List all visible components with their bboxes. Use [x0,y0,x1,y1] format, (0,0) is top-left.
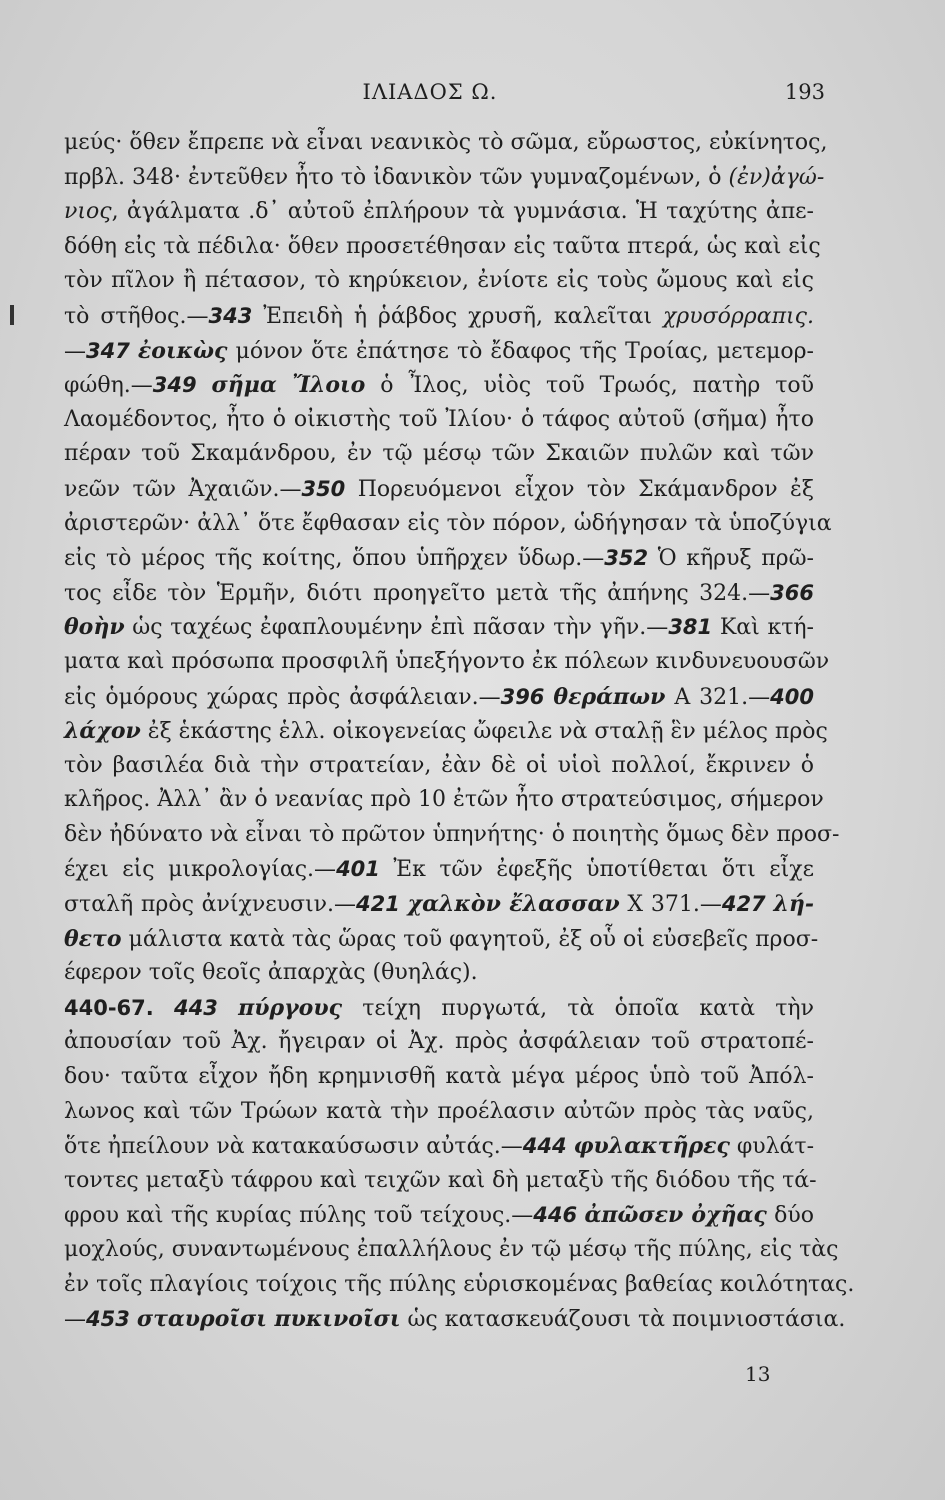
verse-reference: 400 [770,684,815,709]
italic-term: νιος [64,199,112,225]
text-line [64,1268,855,1303]
text-line [64,1198,814,1233]
text-run: δύο [766,1203,814,1229]
text-run: ἀριστερῶν· ἀλλ᾽ ὅτε ἔφθασαν εἰς τὸν πόρον, ὡδήγησαν τὰ ὑποζύγια [64,510,832,536]
lemma: ἀπῶσεν ὀχῆας [584,1202,767,1229]
text-line [64,1129,814,1164]
verse-reference: 443 [174,995,218,1020]
text-run: εἰς ὁμόρους χώρας πρὸς ἀσφάλειαν.— [64,684,501,710]
text-run: ἀπουσίαν τοῦ Ἀχ. ἤγειραν οἱ Ἀχ. πρὸς ἀσφάλειαν τοῦ στρατοπέ- [64,1029,814,1055]
verse-reference: 343 [208,303,253,328]
text-run: νεῶν τῶν Ἀχαιῶν.— [64,476,302,502]
text-run: μοχλούς, συναντωμένους ἐπαλλήλους ἐν τῷ μέσῳ τῆς πύλης, εἰς τὰς [64,1237,839,1262]
commentary-body [64,126,855,1337]
text-run: , ἀγάλματα .δ᾽ αὐτοῦ ἐπλήρουν τὰ γυμνάσια. Ἡ ταχύτης ἀπε- [111,199,814,225]
text-line [64,610,814,645]
text-run: ὡς ταχέως ἐφαπλουμένην ἐπὶ πᾶσαν τὴν γῆν.— [124,615,669,641]
text-line [64,783,824,818]
text-run [130,339,138,364]
text-run: Χ 371.— [619,892,722,918]
verse-reference: 427 [721,892,766,917]
text-line [64,126,828,161]
text-run: φώθη.— [64,373,153,399]
text-run: λωνος καὶ τῶν Τρώων κατὰ τὴν προέλασιν αὐτῶν πρὸς τὰς ναῦς, [64,1098,814,1124]
text-run: μεύς· ὅθεν ἔπρεπε νὰ εἶναι νεανικὸς τὸ σῶμα, εὔρωστος, εὐκίνητος, [64,130,828,155]
text-line [64,956,814,991]
text-run: Καὶ κτή- [712,615,814,641]
text-run [154,996,174,1021]
text-line [64,714,828,749]
text-run: τοντες μεταξὺ τάφρου καὶ τειχῶν καὶ δὴ μεταξὺ τῆς διόδου τῆς τά- [64,1167,817,1193]
text-run [130,1307,137,1332]
text-line [64,576,814,611]
verse-reference: 396 [500,684,545,709]
text-run: δόθη εἰς τὰ πέδιλα· ὅθεν προσετέθησαν εἰς ταῦτα πτερά, ὡς καὶ εἰς [64,233,821,259]
italic-term: χρυσόρραπις. [662,303,814,329]
text-run: Α 321.— [665,684,771,710]
verse-reference: 366 [770,580,814,605]
text-line [64,1233,839,1268]
italic-term: (ἐν)ἀγώ- [728,164,825,190]
text-run: Ἐκ τῶν ἐφεξῆς ὑποτίθεται ὅτι εἶχε [379,857,814,883]
text-line [64,922,819,957]
text-line [64,437,814,472]
text-run: ἐξ ἑκάστης ἑλλ. οἰκογενείας ὤφειλε νὰ σταλῇ ἓν μέλος πρὸς [140,719,828,745]
text-run: τος εἶδε τὸν Ἑρμῆν, διότι προηγεῖτο μετὰ τῆς ἀπήνης 324.— [64,580,771,606]
text-run: πέραν τοῦ Σκαμάνδρου, ἐν τῷ μέσῳ τῶν Σκαιῶν πυλῶν καὶ τῶν [64,441,814,467]
text-line [64,680,814,715]
verse-reference: 446 [533,1203,578,1228]
text-run: έφερον τοῖς θεοῖς ἀπαρχὰς (θυηλάς). [64,960,478,986]
lemma: θετο [64,925,122,952]
text-run [567,1134,574,1159]
text-run: ματα καὶ πρόσωπα προσφιλῆ ὑπεξήγοντο ἐκ πόλεων κινδυνευουσῶν [64,648,830,674]
text-line [64,645,830,680]
running-head [0,80,945,110]
text-run: μάλιστα κατὰ τὰς ὥρας τοῦ φαγητοῦ, ἐξ οὗ οἱ εὐσεβεῖς προσ- [121,926,819,952]
text-line [64,1302,846,1337]
text-line [64,1095,814,1130]
verse-reference: 381 [668,615,713,640]
margin-mark [10,305,14,325]
lemma: φυλακτῆρες [573,1133,730,1160]
text-run: δὲν ἠδύνατο νὰ εἶναι τὸ πρῶτον ὑπηνήτης· ὁ ποιητὴς ὅμως δὲν προσ- [64,821,840,847]
text-line [64,991,814,1026]
text-line [64,541,814,576]
text-run: Λαομέδοντος, ἦτο ὁ οἰκιστὴς τοῦ Ἰλίου· ὁ τάφος αὐτοῦ (σῆμα) ἦτο [64,406,814,432]
text-run: κλῆρος. Ἀλλ᾽ ἂν ὁ νεανίας πρὸ 10 ἐτῶν ἦτο στρατεύσιμος, σήμερον [64,787,824,813]
text-line [64,161,825,196]
lemma: ἐοικὼς [137,337,228,364]
text-run: πρβλ. 348· ἐντεῦθεν ἦτο τὸ ἰδανικὸν τῶν γυμναζομένων, ὁ [64,164,729,190]
text-line [64,818,840,853]
running-title: ΙΛΙΑΔΟΣ Ω. [362,80,498,104]
text-run [197,373,212,398]
verse-reference: 444 [522,1134,567,1159]
text-line [64,368,814,403]
text-run: — [64,1307,86,1333]
lemma: λάχον [64,718,141,745]
lemma: θεράπων [553,683,666,710]
text-run: μόνον ὅτε ἐπάτησε τὸ ἔδαφος τῆς Τροίας, μετεμορ- [227,338,814,364]
lemma: λή- [773,891,814,918]
text-run: τὸν πῖλον ἢ πέτασον, τὸ κηρύκειον, ἐνίοτε εἰς τοὺς ὤμους καὶ εἰς [64,268,814,294]
lemma: χαλκὸν ἔλασσαν [407,891,620,918]
text-run [218,996,238,1021]
text-run: εἰς τὸ μέρος τῆς κοίτης, ὅπου ὑπῆρχεν ὕδωρ.— [64,546,605,572]
text-line [64,887,814,922]
text-line [64,230,821,265]
text-line [64,1060,814,1095]
text-run: σταλῆ πρὸς ἀνίχνευσιν.— [64,892,356,918]
text-run [400,892,408,917]
verse-reference: 352 [604,546,649,571]
text-line [64,264,814,299]
text-run: φυλάτ- [729,1134,815,1160]
text-line [64,1025,814,1060]
text-run: ὁ Ἶλος, υἱὸς τοῦ Τρωός, πατὴρ τοῦ [365,373,814,399]
verse-reference: 347 [86,338,130,363]
text-line [64,299,814,334]
text-run: τείχη πυργωτά, τὰ ὁποῖα κατὰ τὴν [342,995,814,1021]
text-run: Ὁ κῆρυξ πρῶ- [648,546,814,572]
lemma: σῆμα Ἴλοιο [211,372,366,399]
text-run: ὅτε ἠπείλουν νὰ κατακαύσωσιν αὐτάς.— [64,1134,523,1160]
text-run: τὸ στῆθος.— [64,303,209,329]
lemma: θοὴν [64,614,125,641]
text-run: έχει εἰς μικρολογίας.— [64,857,337,883]
page-number: 193 [784,80,825,104]
text-run: Πορευόμενοι εἶχον τὸν Σκάμανδρον ἐξ [345,476,814,502]
lemma: σταυροῖσι πυκινοῖσι [136,1306,401,1333]
signature-mark: 13 [745,1362,771,1386]
verse-reference: 421 [356,892,400,917]
verse-reference: 350 [301,476,346,501]
text-line [64,334,814,369]
verse-reference: 453 [86,1307,130,1332]
section-range: 440-67. [64,995,154,1020]
verse-reference: 401 [336,857,380,882]
text-line [64,1164,817,1199]
text-run: Ἐπειδὴ ἡ ῥάβδος χρυσῆ, καλεῖται [252,303,663,329]
text-line [64,403,814,438]
text-run: ἐν τοῖς πλαγίοις τοίχοις τῆς πύλης εὑρισκομένας βαθείας κοιλότητας. [64,1271,855,1297]
text-line [64,507,832,542]
text-run: φρου καὶ τῆς κυρίας πύλης τοῦ τείχους.— [64,1203,534,1229]
lemma: πύργους [238,994,342,1021]
text-line [64,852,814,887]
text-run: — [64,338,86,364]
text-run: τὸν βασιλέα διὰ τὴν στρατείαν, ἐὰν δὲ οἱ υἱοὶ πολλοί, ἔκρινεν ὁ [64,752,814,778]
text-run: δου· ταῦτα εἶχον ἤδη κρημνισθῆ κατὰ μέγα μέρος ὑπὸ τοῦ Ἀπόλ- [64,1064,814,1090]
text-run: ὡς κατασκευάζουσι τὰ ποιμνιοστάσια. [400,1307,846,1333]
text-line [64,195,814,230]
text-line [64,472,814,507]
verse-reference: 349 [152,373,197,398]
text-line [64,749,814,784]
